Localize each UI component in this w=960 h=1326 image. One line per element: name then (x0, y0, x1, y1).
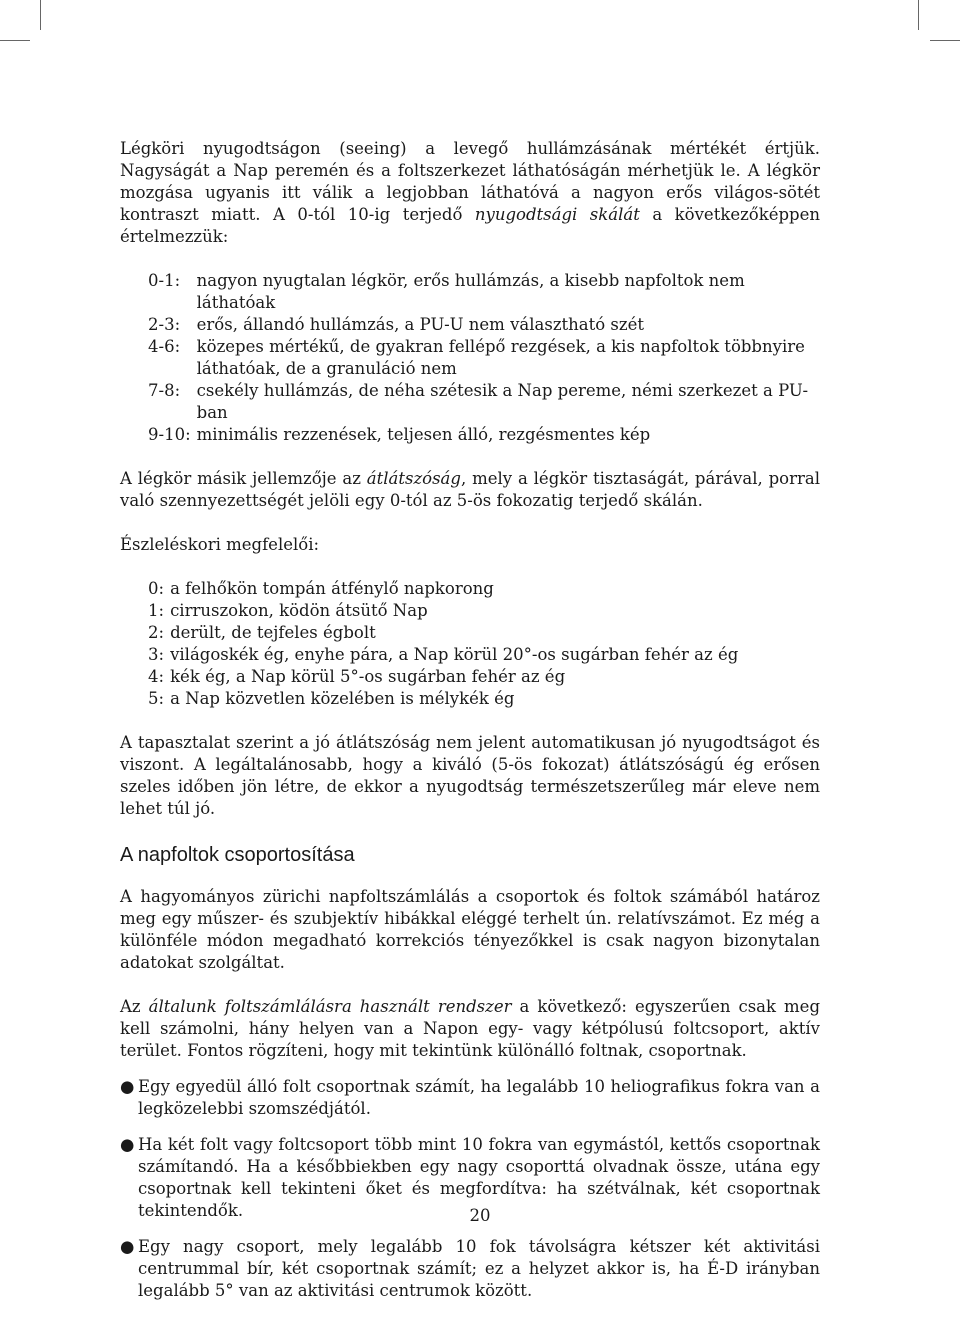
list-value: minimális rezzenések, teljesen álló, rezgésmentes kép (196, 425, 651, 444)
paragraph-experience: A tapasztalat szerint a jó átlátszóság nem jelent automatikusan jó nyugodtságot és viszont. A legáltalánosabb, hogy a kiváló (5-ös fokozat) átlátszóságú ég erősen szeles időben jön létre, de ekkor a nyugodtság természetszerűleg már eleve nem lehet túl jó. (120, 733, 820, 818)
list-item (148, 424, 820, 446)
list-item (148, 578, 738, 600)
list-value: derült, de tejfeles égbolt (170, 623, 376, 642)
list-item (120, 1076, 820, 1120)
text-run: a következő: egyszerűen csak meg kell számolni, hány helyen van a Napon egy- vagy kétpólusú foltcsoport, aktív terület. Fontos rögzíteni, hogy mit tekintünk különálló foltnak, csoportnak. (120, 997, 821, 1060)
list-item (148, 644, 738, 666)
text-run: a következőképpen értelmezzük: (120, 205, 820, 246)
list-value: a Nap közvetlen közelében is mélykék ég (170, 689, 515, 708)
list-key: 5: (148, 689, 165, 708)
bullet-icon: ● (120, 1077, 135, 1096)
text-run: , mely a légkör tisztaságát, párával, porral való szennyezettségét jelöli egy 0-tól az 5-ös fokozatig terjedő skálán. (120, 469, 820, 510)
grouping-rules-list (120, 1076, 820, 1302)
list-value: világoskék ég, enyhe pára, a Nap körül 20°-os sugárban fehér az ég (170, 645, 739, 664)
paragraph-zurich: A hagyományos zürichi napfoltszámlálás a csoportok és foltok számából határoz meg egy műszer- és szubjektív hibákkal eléggé terhelt ún. relatívszámot. Ez még a különféle módon megadható korrekciós tényezőkkel is csak nagyon bizonytalan adatokat szolgáltat. (120, 887, 820, 972)
list-key: 0-1: (148, 271, 181, 290)
paragraph-our-system (120, 996, 820, 1062)
list-item (148, 600, 738, 622)
list-item (148, 688, 738, 710)
list-key: 4-6: (148, 337, 181, 356)
list-value: kék ég, a Nap körül 5°-os sugárban fehér az ég (170, 667, 566, 686)
list-text: Egy nagy csoport, mely legalább 10 fok távolságra kétszer két aktivitási centrummal bír, két csoportnak számít; ez a helyzet akkor is, ha É-D irányban legalább 5° van az aktivitási centrumok között. (138, 1237, 820, 1300)
list-value: nagyon nyugtalan légkör, erős hullámzás, a kisebb napfoltok nem láthatóak (196, 271, 745, 312)
seeing-scale-list (148, 270, 820, 446)
emphasis: nyugodtsági skálát (474, 205, 640, 224)
list-value: erős, állandó hullámzás, a PU-U nem választható szét (196, 315, 644, 334)
text-run: Légköri nyugodtságon (seeing) a levegő hullámzásának mértékét értjük. Nagyságát a Nap peremén és a foltszerkezet láthatóságán mérhetjük le. A légkör mozgása ugyanis itt válik a legjobban láthatóvá a nagyon erős világos-sötét kontraszt miatt. A 0-tól 10-ig terjedő (120, 139, 820, 224)
text-run: Az (120, 997, 149, 1016)
crop-mark-top-right-h (930, 40, 960, 41)
crop-mark-top-left-h (0, 40, 30, 41)
list-value: csekély hullámzás, de néha szétesik a Nap pereme, némi szerkezet a PU-ban (196, 381, 809, 422)
list-item (148, 666, 738, 688)
crop-mark-top-left-v (40, 0, 41, 30)
list-item (148, 622, 738, 644)
emphasis: átlátszóság (366, 469, 461, 488)
paragraph-observation-equivalents: Észleléskori megfelelői: (120, 535, 320, 554)
list-value: a felhőkön tompán átfénylő napkorong (170, 579, 494, 598)
list-text: Ha két folt vagy foltcsoport több mint 10 fokra van egymástól, kettős csoportnak számítandó. Ha a későbbiekben egy nagy csoporttá olvadnak össze, utána egy csoportnak kell tekinteni őket és megfordítva: ha szétválnak, két csoportnak tekintendők. (138, 1135, 820, 1220)
bullet-icon: ● (120, 1237, 135, 1256)
section-heading: A napfoltok csoportosítása (120, 844, 355, 866)
page-number: 20 (469, 1206, 491, 1225)
list-item (120, 1236, 820, 1302)
crop-mark-top-right-v (918, 0, 919, 30)
page-body (120, 138, 820, 1316)
emphasis: általunk foltszámlálásra használt rendszer (148, 997, 512, 1016)
paragraph-seeing-intro (120, 138, 820, 248)
list-item (148, 314, 820, 336)
list-key: 3: (148, 645, 165, 664)
list-key: 1: (148, 601, 165, 620)
list-key: 0: (148, 579, 165, 598)
list-key: 9-10: (148, 425, 191, 444)
list-key: 4: (148, 667, 165, 686)
list-text: Egy egyedül álló folt csoportnak számít, ha legalább 10 heliografikus fokra van a legközelebbi szomszédjától. (138, 1077, 820, 1118)
list-value: közepes mértékű, de gyakran fellépő rezgések, a kis napfoltok többnyire láthatóak, de a granuláció nem (196, 337, 805, 378)
list-item (148, 270, 820, 314)
transparency-scale-list (148, 578, 738, 710)
list-item (148, 336, 820, 380)
list-key: 2-3: (148, 315, 181, 334)
list-key: 2: (148, 623, 165, 642)
list-item (148, 380, 820, 424)
list-key: 7-8: (148, 381, 181, 400)
paragraph-transparency (120, 468, 820, 512)
bullet-icon: ● (120, 1135, 135, 1154)
text-run: A légkör másik jellemzője az (120, 469, 367, 488)
list-value: cirruszokon, ködön átsütő Nap (170, 601, 428, 620)
